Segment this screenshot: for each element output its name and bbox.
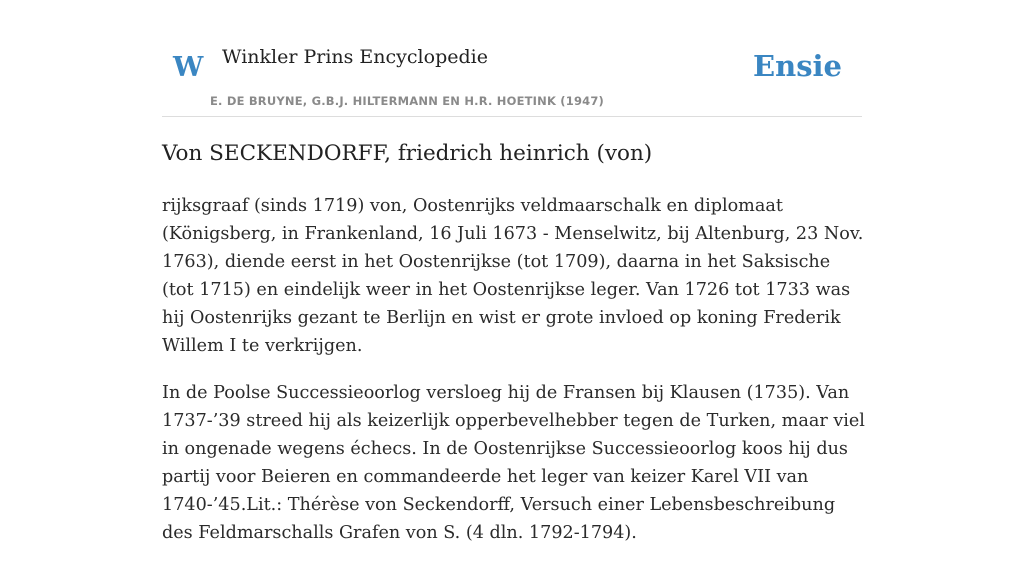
publication-logo[interactable]: W: [173, 52, 204, 83]
entry-paragraph-2: In de Poolse Successieoorlog versloeg hij de Fransen bij Klausen (1735). Van 1737-’39 streed hij als keizerlijk opperbevelhebber tegen de Turken, maar viel in ongenade wegens échecs. In de Oostenrijkse Successieoorlog koos hij dus partij voor Beieren en commandeerde het leger van keizer Karel VII van 1740-’45.Lit.: Thérèse von Seckendorff, Versuch einer Lebensbeschreibung des Feldmarschalls Grafen von S. (4 dln. 1792-1794).: [162, 383, 865, 543]
site-logo[interactable]: Ensie: [753, 49, 842, 83]
publication-authors: E. DE BRUYNE, G.B.J. HILTERMANN EN H.R. HOETINK (1947): [210, 94, 605, 108]
entry-body: [162, 192, 866, 566]
entry-title: Von SECKENDORFF, friedrich heinrich (von): [162, 141, 653, 166]
publication-title[interactable]: Winkler Prins Encyclopedie: [222, 46, 488, 68]
entry-paragraph-1: rijksgraaf (sinds 1719) von, Oostenrijks veldmaarschalk en diplomaat (Königsberg, in Frankenland, 16 Juli 1673 - Menselwitz, bij Altenburg, 23 Nov. 1763), diende eerst in het Oostenrijkse (tot 1709), daarna in het Saksische (tot 1715) en eindelijk weer in het Oostenrijkse leger. Van 1726 tot 1733 was hij Oostenrijks gezant te Berlijn en wist er grote invloed op koning Frederik Willem I te verkrijgen.: [162, 196, 864, 356]
publication-header: [162, 38, 862, 117]
